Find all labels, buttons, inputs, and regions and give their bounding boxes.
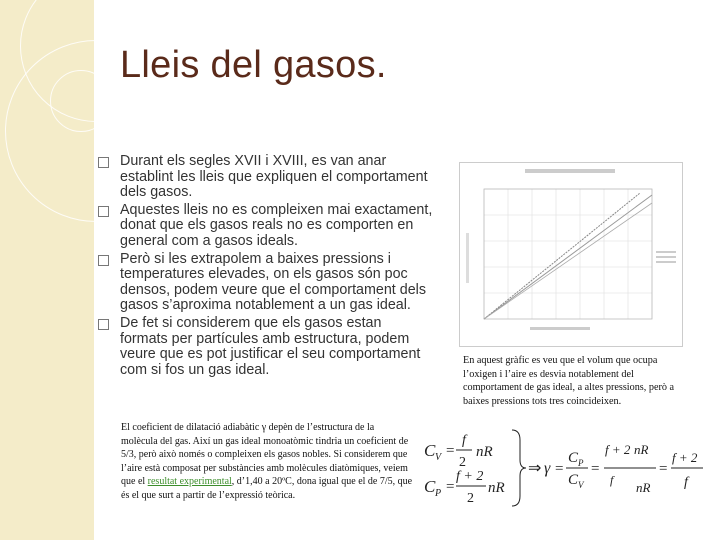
bullet-item bbox=[98, 316, 433, 378]
formula-nr-b: nR bbox=[634, 442, 649, 457]
chart-caption: En aquest gràfic es veu que el volum que ocupa l’oxigen i l’aire es desvia notablement del comportament de gas ideal, a altes pressions, però a baixes pressions tots tres coincideixen. bbox=[463, 355, 675, 407]
formula-cv-sub: V bbox=[435, 452, 442, 463]
bullet-square-icon bbox=[98, 157, 109, 168]
gas-volume-chart-image bbox=[459, 162, 683, 347]
formula-nr-den: nR bbox=[636, 480, 651, 495]
formula-nr: nR bbox=[476, 444, 493, 460]
formula-two-2: 2 bbox=[467, 491, 474, 506]
formula-final-num: f + 2 bbox=[672, 450, 698, 465]
formula-gamma: γ bbox=[544, 460, 551, 477]
gamma-formula bbox=[416, 424, 706, 510]
formula-eq-2: = bbox=[446, 479, 455, 495]
formula-ratio-den-sub: V bbox=[578, 480, 584, 490]
formula-final-den: f bbox=[684, 475, 688, 490]
formula-two: 2 bbox=[459, 455, 466, 470]
bullet-item bbox=[98, 203, 433, 250]
formula-cp-sub: P bbox=[435, 488, 442, 499]
bullet-item bbox=[98, 252, 433, 314]
formula-ratio-den: C bbox=[568, 472, 579, 488]
bullet-item bbox=[98, 154, 433, 201]
formula-eq-3: = bbox=[555, 461, 564, 477]
bullet-text: Aquestes lleis no es compleixen mai exactament, donat que els gasos reals no es comporten en general com a gasos ideals. bbox=[120, 201, 433, 249]
bullet-square-icon bbox=[98, 319, 109, 330]
adiabatic-note bbox=[121, 421, 413, 503]
formula-implies: ⇒ bbox=[528, 460, 542, 477]
decorative-side-band bbox=[0, 0, 94, 540]
bullet-text: Durant els segles XVII i XVIII, es van anar establint les lleis que expliquen el comportament dels gasos. bbox=[120, 153, 428, 201]
formula-f-plus-2-b: f + 2 bbox=[605, 442, 631, 457]
bullet-text: De fet si considerem que els gasos estan formats per partícules amb estructura, podem veure que es pot justificar el seu comportament com si fos un gas ideal. bbox=[120, 314, 421, 378]
formula-eq-4: = bbox=[591, 461, 600, 477]
slide-title: Lleis del gasos. bbox=[120, 44, 387, 86]
formula-ratio-num-sub: P bbox=[578, 458, 584, 468]
formula-cp: C bbox=[424, 477, 436, 496]
formula-f-den: f bbox=[610, 473, 614, 487]
bullet-list bbox=[98, 154, 433, 380]
formula-ratio-num: C bbox=[568, 450, 579, 466]
note-text: El coeficient de dilatació adiabàtic γ depèn de l’estructura de la molècula del gas. Així un gas ideal monoatòmic tindria un coeficient de 5/3, però això només o compleixen els gasos nobles. Si considerem que l’aire està composat per substàncies amb molècules diatòmiques, veiem que el bbox=[121, 422, 409, 488]
formula-f: f bbox=[462, 433, 466, 448]
formula-nr-2: nR bbox=[488, 480, 505, 496]
formula-eq: = bbox=[446, 443, 455, 459]
bullet-square-icon bbox=[98, 206, 109, 217]
formula-f-plus-2: f + 2 bbox=[456, 469, 484, 484]
bullet-text: Però si les extrapolem a baixes pressions i temperatures elevades, on els gasos són poc densos, podem veure que el comportament dels gasos s’aproxima notablement a un gas ideal. bbox=[120, 250, 426, 314]
formula-eq-5: = bbox=[659, 461, 668, 477]
chart-thumbnail-graphic bbox=[460, 163, 682, 346]
formula-cv: C bbox=[424, 441, 436, 460]
bullet-square-icon bbox=[98, 255, 109, 266]
experimental-result-link[interactable]: resultat experimental bbox=[147, 476, 232, 488]
note-text-end: , d’1,40 a 20ºC, dona igual que el de 7/5, que és el que surt a partir de l’expressió teòrica. bbox=[121, 476, 413, 501]
